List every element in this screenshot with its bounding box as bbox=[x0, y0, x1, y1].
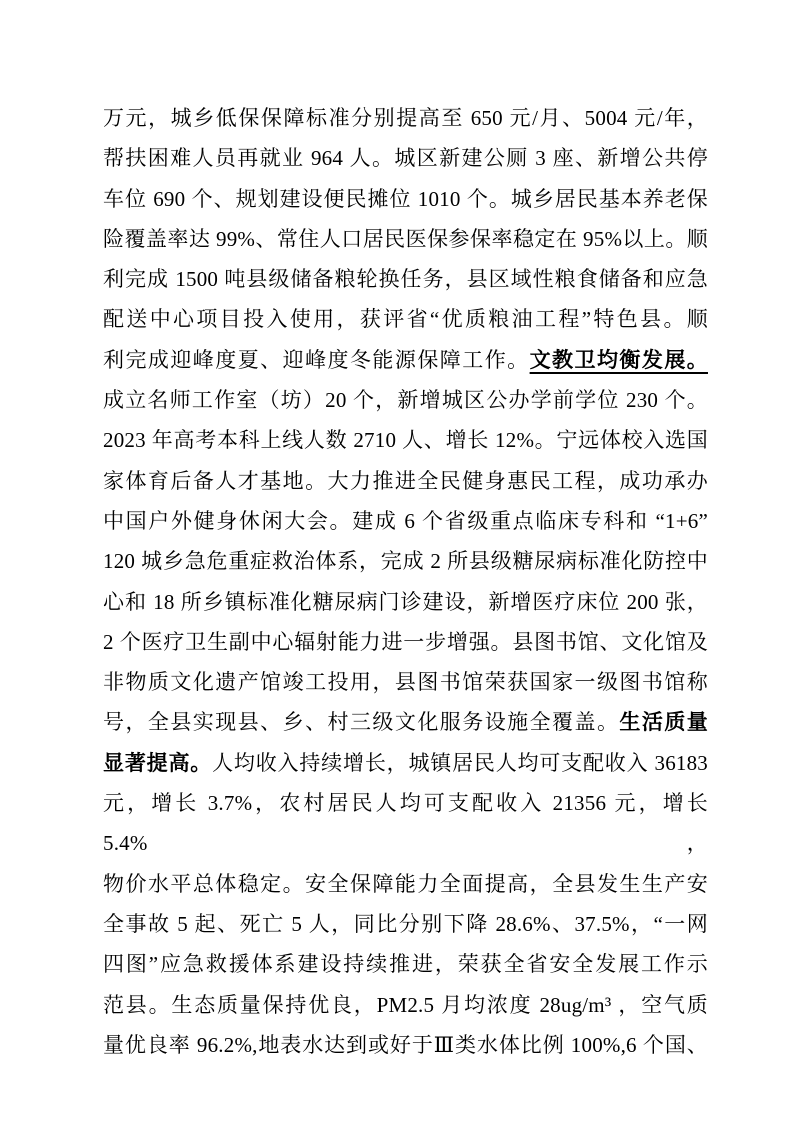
text-line bbox=[103, 985, 708, 1025]
text-line bbox=[103, 864, 708, 904]
body-text: 2023 年高考本科上线人数 2710 人、增长 12%。宁远体校入选国 bbox=[103, 428, 708, 453]
text-line bbox=[103, 783, 708, 864]
body-text: 万元，城乡低保保障标准分别提高至 650 元/月、5004 元/年， bbox=[103, 106, 708, 130]
body-text: 利完成 1500 吨县级储备粮轮换任务，县区域性粮食储备和应急 bbox=[103, 267, 708, 292]
body-text: 量优良率 96.2%,地表水达到或好于Ⅲ类水体比例 100%,6 个国、 bbox=[103, 1032, 708, 1057]
body-text: 物价水平总体稳定。安全保障能力全面提高，全县发生生产安 bbox=[103, 871, 708, 896]
text-line bbox=[103, 622, 708, 662]
body-text: 中国户外健身休闲大会。建成 6 个省级重点临床专科和 “1+6” bbox=[103, 508, 708, 533]
body-text: 全事故 5 起、死亡 5 人，同比分别下降 28.6%、37.5%，“一网 bbox=[103, 911, 708, 936]
text-line bbox=[103, 501, 708, 541]
emphasis-text: 文教卫均衡发展。 bbox=[529, 347, 708, 372]
body-text: 人均收入持续增长，城镇居民人均可支配收入 36183 bbox=[212, 750, 709, 775]
body-text: 家体育后备人才基地。大力推进全民健身惠民工程，成功承办 bbox=[103, 468, 708, 493]
text-line bbox=[103, 1025, 708, 1065]
text-line bbox=[103, 259, 708, 299]
text-line bbox=[103, 138, 708, 178]
body-text: 车位 690 个、规划建设便民摊位 1010 个。城乡居民基本养老保 bbox=[103, 186, 708, 211]
body-text: 帮扶困难人员再就业 964 人。城区新建公厕 3 座、新增公共停 bbox=[103, 146, 708, 171]
text-line bbox=[103, 702, 708, 742]
text-line bbox=[103, 662, 708, 702]
emphasis-text: 显著提高。 bbox=[103, 750, 213, 775]
text-line bbox=[103, 904, 708, 944]
emphasis-text: 生活质量 bbox=[619, 710, 708, 735]
text-line bbox=[103, 541, 708, 581]
body-text: 2 个医疗卫生副中心辐射能力进一步增强。县图书馆、文化馆及 bbox=[103, 629, 708, 654]
text-line bbox=[103, 219, 708, 259]
body-text: 120 城乡急危重症救治体系，完成 2 所县级糖尿病标准化防控中 bbox=[103, 549, 708, 574]
text-line bbox=[103, 299, 708, 339]
text-line bbox=[103, 420, 708, 460]
body-text: 险覆盖率达 99%、常住人口居民医保参保率稳定在 95%以上。顺 bbox=[103, 226, 708, 251]
body-text: 范县。生态质量保持优良，PM2.5 月均浓度 28ug/m³ ，空气质 bbox=[103, 992, 708, 1017]
body-text: 心和 18 所乡镇标准化糖尿病门诊建设，新增医疗床位 200 张， bbox=[103, 589, 708, 614]
body-text: 非物质文化遗产馆竣工投用，县图书馆荣获国家一级图书馆称 bbox=[103, 670, 708, 695]
body-text: 元，增长 3.7%，农村居民人均可支配收入 21356 元，增长 5.4%， bbox=[103, 791, 708, 856]
text-line bbox=[103, 179, 708, 219]
text-line bbox=[103, 743, 708, 783]
document-body bbox=[103, 98, 708, 1065]
body-text: 利完成迎峰度夏、迎峰度冬能源保障工作。 bbox=[103, 347, 530, 372]
text-line bbox=[103, 944, 708, 984]
text-line bbox=[103, 98, 708, 138]
text-line bbox=[103, 380, 708, 420]
body-text: 四图”应急救援体系建设持续推进，荣获全省安全发展工作示 bbox=[103, 952, 708, 977]
text-line bbox=[103, 461, 708, 501]
body-text: 成立名师工作室（坊）20 个，新增城区公办学前学位 230 个。 bbox=[103, 388, 708, 413]
body-text: 配送中心项目投入使用，获评省“优质粮油工程”特色县。顺 bbox=[103, 307, 708, 332]
text-line bbox=[103, 340, 708, 380]
body-text: 号，全县实现县、乡、村三级文化服务设施全覆盖。 bbox=[103, 710, 620, 735]
text-line bbox=[103, 582, 708, 622]
